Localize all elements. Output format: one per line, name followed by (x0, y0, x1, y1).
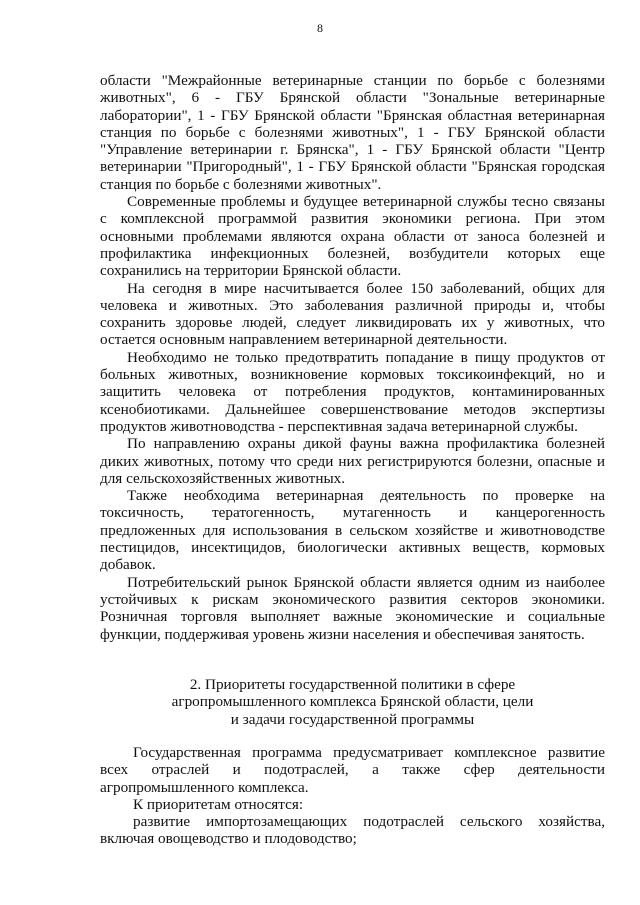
paragraph-wild-fauna: По направлению охраны дикой фауны важна профилактика болезней диких животных, потому что среди них регистрируются болезни, опасные и для сельскохозяйственных животных. (100, 435, 605, 487)
section-heading (100, 676, 605, 728)
section-heading-line-1: 2. Приоритеты государственной политики в сфере (189, 676, 516, 693)
paragraph-priority-item: развитие импортозамещающих подотраслей сельского хозяйства, включая овощеводство и плодоводство; (100, 813, 605, 848)
paragraph-toxicity-testing: Также необходима ветеринарная деятельность по проверке на токсичность, тератогенность, мутагенность и канцерогенность предложенных для использования в сельском хозяйстве и животноводстве пестицидов, инсектицидов, биологически активных веществ, кормовых добавок. (100, 487, 605, 574)
paragraph-continuation: области "Межрайонные ветеринарные станции по борьбе с болезнями животных", 6 - ГБУ Брянской области "Зональные ветеринарные лаборатории", 1 - ГБУ Брянской области "Брянская областная ветеринарная станция по борьбе с болезнями животных", 1 - ГБУ Брянской области "Управление ветеринарии г. Брянска", 1 - ГБУ Брянской области "Центр ветеринарии "Пригородный", 1 - ГБУ Брянской области "Брянская городская станция по борьбе с болезнями животных". (100, 72, 605, 193)
paragraph-common-diseases: На сегодня в мире насчитывается более 150 заболеваний, общих для человека и животных. Это заболевания различной природы и, чтобы сохранить здоровье людей, следует ликвидировать их у животных, что остается основным направлением ветеринарной деятельности. (100, 279, 605, 349)
paragraph-food-safety: Необходимо не только предотвратить попадание в пищу продуктов от больных животных, возникновение кормовых токсикоинфекций, но и защитить человека от потребления продуктов, контаминированных ксенобиотиками. Дальнейшее совершенствование методов экспертизы продуктов животноводства - перспективная задача ветеринарной службы. (100, 348, 605, 435)
paragraph-veterinary-problems: Современные проблемы и будущее ветеринарной службы тесно связаны с комплексной программой развития экономики региона. При этом основными проблемами являются охрана области от заноса болезней и профилактика инфекционных болезней, возбудители которых еще сохранились на территории Брянской области. (100, 193, 605, 280)
page-number: 8 (317, 21, 323, 35)
paragraph-priorities-intro: К приоритетам относятся: (133, 795, 304, 813)
paragraph-consumer-market: Потребительский рынок Брянской области является одним из наиболее устойчивых к рискам экономического развития секторов экономики. Розничная торговля выполняет важные экономические и социальные функции, поддерживая уровень жизни населения и обеспечивая занятость. (100, 573, 605, 643)
section-heading-line-2: агропромышленного комплекса Брянской области, цели (171, 693, 534, 711)
document-body (100, 72, 605, 643)
section-body (100, 744, 605, 848)
section-heading-line-3: и задачи государственной программы (230, 710, 475, 728)
paragraph-program-overview: Государственная программа предусматривает комплексное развитие всех отраслей и подотраслей, а также сфер деятельности агропромышленного комплекса. (100, 744, 605, 796)
